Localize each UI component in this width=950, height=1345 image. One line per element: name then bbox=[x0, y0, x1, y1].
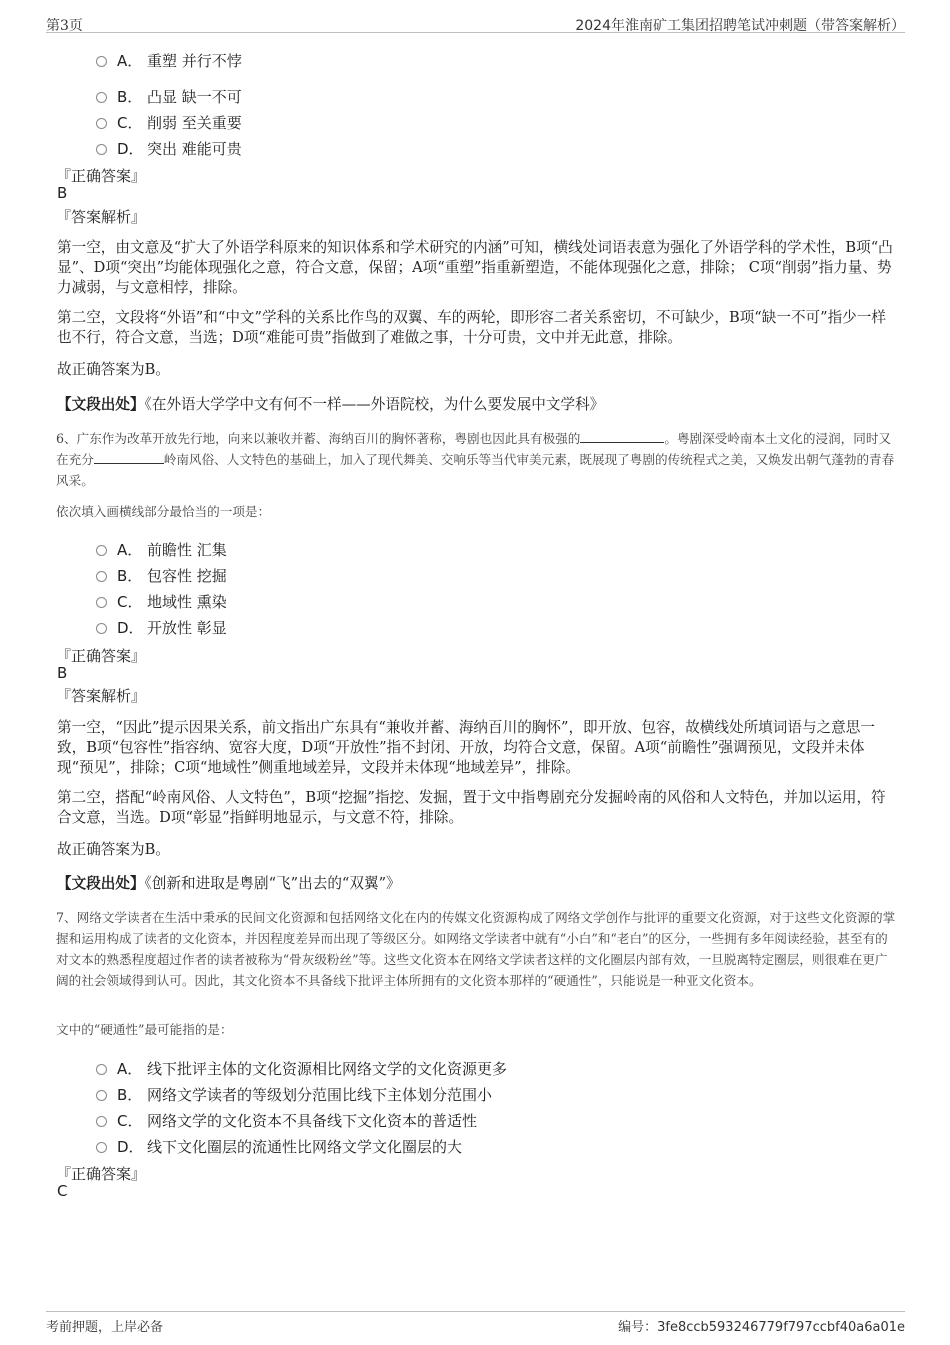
q5-option-c[interactable]: C． 削弱 至关重要 bbox=[96, 112, 242, 133]
radio-icon[interactable] bbox=[96, 144, 107, 155]
q6-analysis-p2: 第二空，搭配“岭南风俗、人文特色”，B项“挖掘”指挖、发掘，置于文中指粤剧充分发掘岭南的风俗和人文特色，并加以运用，符合文意，当选。D项“彰显”指鲜明地显示，与文意不符，排除。 bbox=[57, 789, 886, 826]
document-code: 编号：3fe8ccb593246779f797ccbf40a6a01e bbox=[618, 1320, 905, 1335]
radio-icon[interactable] bbox=[96, 623, 107, 634]
q7-option-a[interactable]: A． 线下批评主体的文化资源相比网络文学的文化资源更多 bbox=[96, 1058, 507, 1079]
q6-option-c[interactable]: C． 地域性 熏染 bbox=[96, 591, 227, 612]
q6-source: 【文段出处】《创新和进取是粤剧“飞”出去的“双翼”》 bbox=[57, 875, 401, 892]
q7-stem: 7、网络文学读者在生活中秉承的民间文化资源和包括网络文化在内的传媒文化资源构成了网络文学创作与批评的重要文化资源，对于这些文化资源的掌握和运用构成了读者的文化资本，并因程度差异而出现了等级区分。如网络文学读者中就有“小白”和“老白”的区分，一些拥有多年阅读经验，甚至有的对文本的熟悉程度超过作者的读者被称为“骨灰级粉丝”等。这些文化资本在网络文学读者这样的文化圈层内部有效，一旦脱离特定圈层，则很难在更广阔的社会领域得到认可。因此，其文化资本不具备线下批评主体所拥有的文化资本那样的“硬通性”，只能说是一种亚文化资本。 bbox=[56, 910, 896, 988]
q5-option-d[interactable]: D． 突出 难能可贵 bbox=[96, 138, 242, 159]
q6-answer-label: 『正确答案』 bbox=[56, 647, 147, 665]
q6-analysis-p1: 第一空，“因此”提示因果关系，前文指出广东具有“兼收并蓄、海纳百川的胸怀”，即开放、包容，故横线处所填词语与之意思一致，B项“包容性”指容纳、宽容大度，D项“开放性”指不封闭、开放，均符合文意，保留。A项“前瞻性”强调预见，文段并未体现“预见”，排除；C项“地域性”侧重地域差异，文段并未体现“地域差异”，排除。 bbox=[57, 719, 875, 776]
q5-analysis-conclusion: 故正确答案为B。 bbox=[57, 361, 170, 378]
q7-option-d[interactable]: D． 线下文化圈层的流通性比网络文学文化圈层的大 bbox=[96, 1136, 462, 1157]
q6-analysis-label: 『答案解析』 bbox=[56, 687, 147, 705]
q6-option-d[interactable]: D． 开放性 彰显 bbox=[96, 617, 227, 638]
q5-source: 【文段出处】《在外语大学学中文有何不一样——外语院校，为什么要发展中文学科》 bbox=[57, 396, 605, 413]
q7-prompt: 文中的“硬通性”最可能指的是： bbox=[56, 1022, 233, 1037]
footer-slogan: 考前押题，上岸必备 bbox=[46, 1320, 164, 1335]
radio-icon[interactable] bbox=[96, 1064, 107, 1075]
q6-stem: 6、广东作为改革开放先行地，向来以兼收并蓄、海纳百川的胸怀著称，粤剧也因此具有极强的 。粤剧深受岭南本土文化的浸润，同时又在充分 岭南风俗、人文特色的基础上，加入了现代舞美、交响乐等当代审美元素，既展现了粤剧的传统程式之美，又焕发出朝气蓬勃的青春风采。 bbox=[56, 431, 895, 488]
radio-icon[interactable] bbox=[96, 597, 107, 608]
q5-analysis-label: 『答案解析』 bbox=[56, 208, 147, 226]
page-footer bbox=[46, 1311, 905, 1335]
page-number: 第3页 bbox=[46, 18, 83, 34]
q5-option-a[interactable]: A． 重塑 并行不悖 bbox=[96, 50, 242, 71]
page-header bbox=[46, 10, 905, 33]
radio-icon[interactable] bbox=[96, 1090, 107, 1101]
document-title: 2024年淮南矿工集团招聘笔试冲刺题（带答案解析） bbox=[575, 18, 905, 34]
q7-option-b[interactable]: B． 网络文学读者的等级划分范围比线下主体划分范围小 bbox=[96, 1084, 492, 1105]
blank-line bbox=[580, 430, 664, 443]
q7-answer: C bbox=[57, 1182, 68, 1200]
radio-icon[interactable] bbox=[96, 1142, 107, 1153]
q5-answer-label: 『正确答案』 bbox=[56, 167, 147, 185]
q5-analysis-p2: 第二空，文段将“外语”和“中文”学科的关系比作鸟的双翼、车的两轮，即形容二者关系密切，不可缺少，B项“缺一不可”指少一样也不行，符合文意，当选；D项“难能可贵”指做到了难做之事，十分可贵，文中并无此意，排除。 bbox=[57, 309, 886, 346]
q6-option-a[interactable]: A． 前瞻性 汇集 bbox=[96, 539, 227, 560]
q6-answer: B bbox=[57, 664, 68, 682]
q7-option-c[interactable]: C． 网络文学的文化资本不具备线下文化资本的普适性 bbox=[96, 1110, 477, 1131]
q5-option-b[interactable]: B． 凸显 缺一不可 bbox=[96, 86, 242, 107]
q7-answer-label: 『正确答案』 bbox=[56, 1165, 147, 1183]
q6-option-b[interactable]: B． 包容性 挖掘 bbox=[96, 565, 227, 586]
radio-icon[interactable] bbox=[96, 92, 107, 103]
radio-icon[interactable] bbox=[96, 56, 107, 67]
q5-analysis-p1: 第一空，由文意及“扩大了外语学科原来的知识体系和学术研究的内涵”可知，横线处词语表意为强化了外语学科的学术性，B项“凸显”、D项“突出”均能体现强化之意，符合文意，保留；A项“重塑”指重新塑造，不能体现强化之意，排除； C项“削弱”指力量、势力减弱，与文意相悖，排除。 bbox=[57, 239, 893, 296]
radio-icon[interactable] bbox=[96, 118, 107, 129]
radio-icon[interactable] bbox=[96, 571, 107, 582]
radio-icon[interactable] bbox=[96, 545, 107, 556]
blank-line bbox=[94, 451, 164, 464]
q6-analysis-conclusion: 故正确答案为B。 bbox=[57, 841, 170, 858]
radio-icon[interactable] bbox=[96, 1116, 107, 1127]
q5-answer: B bbox=[57, 184, 68, 202]
q6-prompt: 依次填入画横线部分最恰当的一项是： bbox=[56, 504, 271, 519]
